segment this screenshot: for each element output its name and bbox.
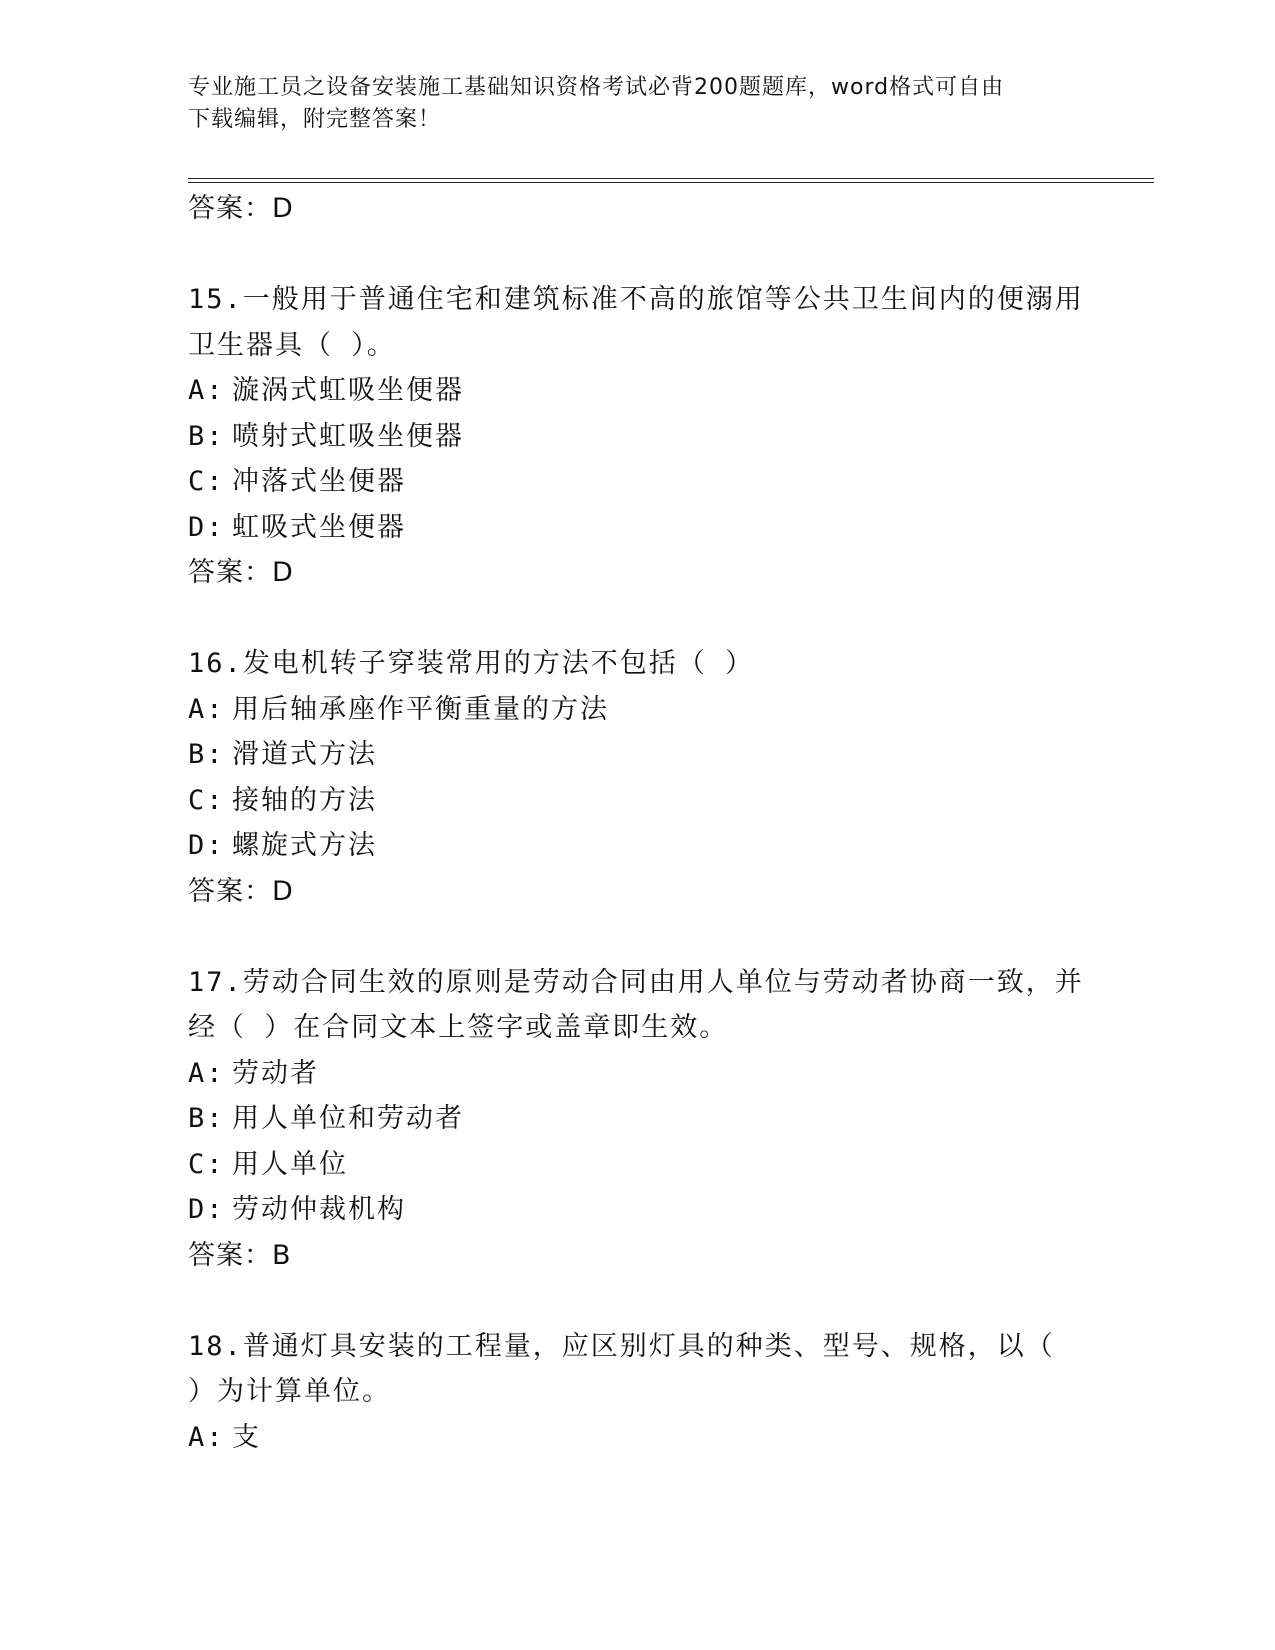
question-stem-line: 17.劳动合同生效的原则是劳动合同由用人单位与劳动者协商一致，并: [188, 966, 1084, 998]
option-row: [188, 505, 1088, 551]
option-text: 冲落式坐便器: [232, 466, 406, 497]
answer-line: 答案：D: [188, 875, 294, 907]
option-text: 螺旋式方法: [232, 830, 377, 861]
question-spacer: [188, 596, 1088, 641]
question-stem-line: 16.发电机转子穿装常用的方法不包括（ ）: [188, 648, 755, 679]
option-letter: A:: [188, 1421, 225, 1453]
option-row: [188, 823, 1088, 869]
option-letter: B:: [188, 420, 225, 452]
option-letter: A:: [188, 693, 225, 725]
option-text: 支: [232, 1421, 261, 1453]
option-text: 劳动者: [232, 1057, 319, 1089]
option-letter: C:: [188, 466, 225, 497]
option-text: 用人单位和劳动者: [232, 1103, 464, 1134]
option-letter: D:: [188, 511, 225, 543]
option-text: 喷射式虹吸坐便器: [232, 420, 464, 452]
option-row: [188, 459, 1088, 505]
question-stem-line: 15.一般用于普通住宅和建筑标准不高的旅馆等公共卫生间内的便溺用: [188, 284, 1084, 315]
option-letter: D:: [188, 1194, 225, 1225]
option-letter: A:: [188, 1057, 225, 1089]
question-stem: [188, 960, 1088, 1051]
option-row: [188, 1096, 1088, 1142]
option-row: [188, 1415, 1088, 1461]
option-letter: A:: [188, 375, 225, 406]
option-text: 用人单位: [232, 1148, 348, 1180]
question-block: [188, 277, 1088, 596]
header-divider-bottom: [188, 182, 1154, 183]
question-stem-line: 18.普通灯具安装的工程量，应区别灯具的种类、型号、规格，以（: [188, 1330, 1055, 1362]
option-row: [188, 778, 1088, 824]
header-line-1: 专业施工员之设备安装施工基础知识资格考试必背200题题库，word格式可自由: [188, 75, 1005, 100]
option-letter: B:: [188, 739, 225, 770]
question-stem: [188, 1324, 1088, 1415]
answer-line: 答案：D: [188, 557, 294, 588]
option-text: 接轴的方法: [232, 784, 377, 816]
header-divider-top: [188, 178, 1154, 179]
option-row: [188, 1051, 1088, 1097]
question-list: [188, 186, 1088, 1460]
question-stem: [188, 277, 1088, 368]
option-row: [188, 732, 1088, 778]
header-line-2: 下载编辑，附完整答案！: [188, 107, 442, 132]
option-letter: C:: [188, 1148, 225, 1180]
question-spacer: [188, 915, 1088, 960]
option-letter: D:: [188, 830, 225, 861]
question-stem-line: 卫生器具（ ）。: [188, 329, 396, 361]
answer-line: 答案：D: [188, 193, 294, 224]
page-header: [188, 72, 1088, 136]
option-text: 虹吸式坐便器: [232, 511, 406, 543]
option-text: 用后轴承座作平衡重量的方法: [232, 693, 609, 725]
question-spacer: [188, 1279, 1088, 1324]
option-row: [188, 368, 1088, 414]
option-letter: C:: [188, 784, 225, 816]
question-block: [188, 960, 1088, 1279]
question-block: [188, 641, 1088, 915]
question-stem-line: ）为计算单位。: [188, 1376, 391, 1407]
option-row: [188, 1187, 1088, 1233]
option-text: 劳动仲裁机构: [232, 1194, 406, 1225]
option-row: [188, 687, 1088, 733]
option-letter: B:: [188, 1103, 225, 1134]
option-row: [188, 414, 1088, 460]
question-stem: [188, 641, 1088, 687]
question-block: [188, 1324, 1088, 1461]
option-text: 滑道式方法: [232, 739, 377, 770]
question-spacer: [188, 232, 1088, 277]
answer-line: 答案：B: [188, 1239, 292, 1271]
question-stem-line: 经（ ）在合同文本上签字或盖章即生效。: [188, 1012, 729, 1043]
option-row: [188, 1142, 1088, 1188]
option-text: 漩涡式虹吸坐便器: [232, 375, 464, 406]
